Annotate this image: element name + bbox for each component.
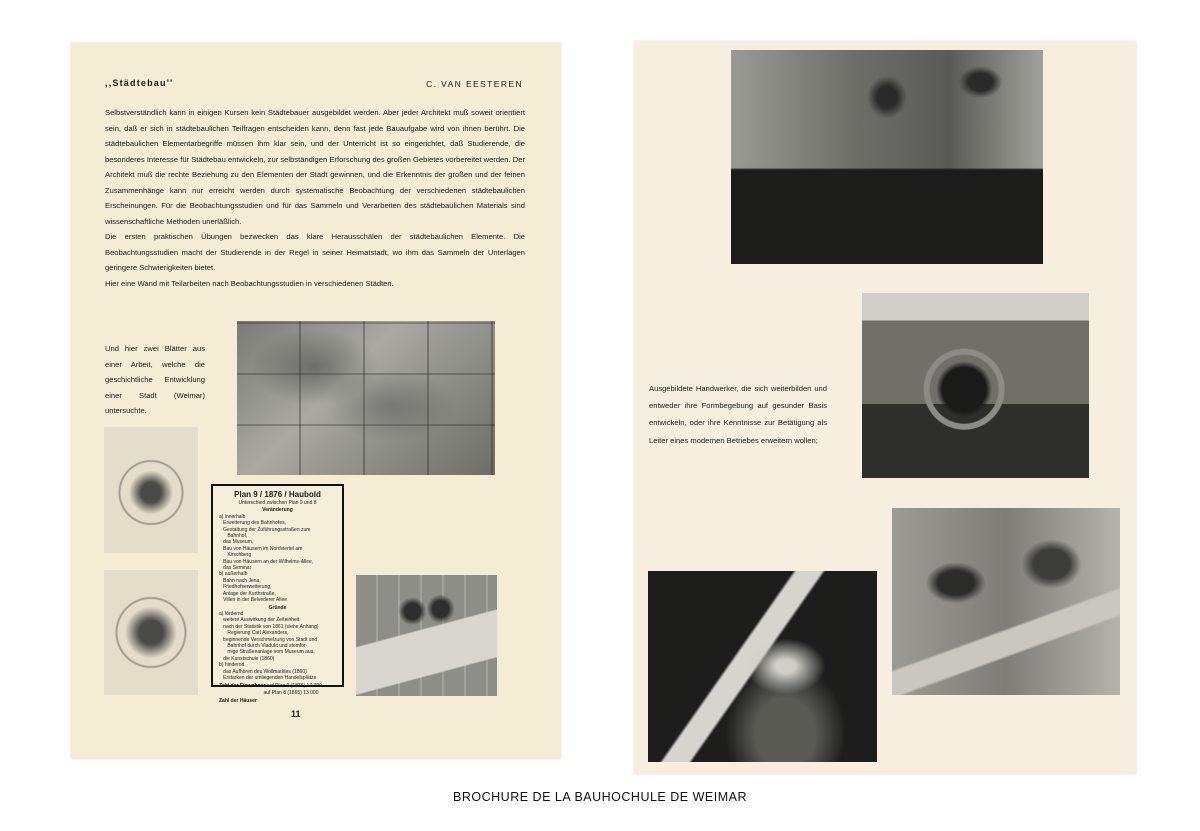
plan-line: b) außerhalb — [219, 571, 248, 578]
right-caption: Ausgebildete Handwerker, die sich weiterbilden und entweder ihre Formbegebung auf gesunder Basis entwickeln, oder ihre Kenntnisse zur Betätigung als Leiter eines modernen Betriebes erweitern wollen; — [649, 384, 827, 445]
plan-line: mige Straßenanlage vom Museum aus, — [219, 649, 315, 656]
body-paragraph: Hier eine Wand mit Teilarbeiten nach Beobachtungsstudien in verschiedenen Städten. — [105, 278, 394, 288]
plan-population-label — [219, 683, 336, 696]
machine-detail-photo — [648, 571, 877, 762]
plan-line: b) hindernd — [219, 662, 245, 669]
plan-line: Bahnhof, — [219, 533, 248, 540]
plan-line: die Kunstschule (1860) — [219, 655, 275, 662]
page-number: 11 — [291, 709, 301, 719]
side-caption: Und hier zwei Blätter aus einer Arbeit, welche die geschichtliche Entwicklung einer Stadt (Weimar) untersuchte. — [105, 344, 205, 415]
plan-section-heading: Veränderung — [262, 507, 293, 514]
plan-line: beginnende Verschmelzung von Stadt und — [219, 636, 318, 643]
plan-line: a) fördernd — [219, 610, 244, 617]
students-at-table-photo — [356, 575, 497, 696]
right-page — [634, 41, 1136, 774]
page-header-author: C. VAN EESTEREN — [426, 79, 523, 89]
plan-line: Bau von Häusern an der Wilhelms-Allee, — [219, 558, 314, 565]
body-paragraph: Die ersten praktischen Übungen bezwecken das klare Herausschälen der städtebaulichen Elemente. Die Beobachtungsstudien macht der Studierende in der Regel in seiner Heimatstadt, wo ihm das Sammeln der Unterlagen geringere Schwierigkeiten bietet. — [105, 232, 525, 272]
einwohner-values: auf Plan 9 (1876) 17 700 auf Plan 8 (1865) 13 000 — [263, 683, 322, 696]
plan-line: das Seminar — [219, 565, 252, 572]
plan-line: Friedhofserweiterung, — [219, 584, 272, 591]
plan-line: Villen in der Belvederer Allee — [219, 597, 288, 604]
plan-line: a) innerhalb — [219, 513, 246, 520]
plan-line: Bau von Häusern im Nordviertel am — [219, 545, 303, 552]
plan-title: Plan 9 / 1876 / Haubold — [234, 490, 321, 499]
left-page — [71, 43, 561, 759]
plan-line: Gestaltung der Zuführungsstraßen zum — [219, 526, 311, 533]
weimar-map-1 — [104, 427, 198, 553]
einwohner-label: Zahl der Einwohner — [219, 683, 266, 690]
footer-caption: BROCHURE DE LA BAUHOCHULE DE WEIMAR — [453, 790, 747, 804]
plan-line: Bahn nach Jena, — [219, 577, 261, 584]
plan-line: Kirschberg — [219, 552, 252, 559]
weimar-map-2 — [104, 570, 198, 695]
body-paragraph: Selbstverständlich kann in einigen Kursen kein Städtebauer ausgebildet werden. Aber jeder Architekt muß soweit orientiert sein, daß er sich in städtebaulichen Teilfragen entscheiden kann, denn fast jede Bauaufgabe wird von ihnen berührt. Die städtebaulichen Elementarbegriffe müssen ihm klar sein, und der Unterricht ist so eingerichtet, daß Studierende, die besonderes Interesse für Städtebau entwickeln, zur selbständigen Erforschung des großen Gebietes vorbereitet werden. Der Architekt muß die rechte Beziehung zu den Elementen der Stadt gewinnen, und die Erkenntnis der großen und der feinen Zusammenhänge kann nur erreicht werden durch systematische Beobachtung der verschiedenen städtebaulichen Erscheinungen. Für die Beobachtungsstudien und für das Sammeln und Verarbeiten des städtebaulichen Materials sind wissenschaftliche Methoden unerläßlich. — [105, 108, 525, 226]
plan-info-box — [211, 484, 344, 705]
plan-houses-label: Zahl der Häuser — [219, 698, 257, 705]
plan-line: das Aufhören des Wollmarktes (1860) — [219, 668, 307, 675]
workshop-photo-2 — [892, 508, 1120, 695]
plan-line: Erstarken der umliegenden Handelsplätze — [219, 674, 317, 681]
plan-subtitle: Unterschied zwischen Plan 9 und 8 — [238, 500, 317, 506]
page-header-title: ,,Städtebau'' — [105, 78, 174, 88]
plan-line: Erweiterung des Bahnhofes, — [219, 520, 286, 527]
plan-section-heading: Gründe — [268, 604, 287, 611]
body-text — [105, 105, 525, 291]
plan-line: das Museum, — [219, 539, 254, 546]
plan-line: nach der Statistik von 1861 (siehe Anhang) — [219, 623, 319, 630]
plan-line: Regierung Carl Alexanders, — [219, 630, 289, 637]
plan-line: Bahnhof durch Viadukt und stemför- — [219, 642, 308, 649]
plan-line: weitere Auswirkung der Zeiteinheit — [219, 617, 300, 624]
plan-line: Anlage der Kurthstraße, — [219, 590, 276, 597]
wall-of-studies-photo — [237, 321, 495, 475]
machine-photo — [862, 293, 1089, 478]
workshop-photo-1 — [731, 50, 1043, 264]
